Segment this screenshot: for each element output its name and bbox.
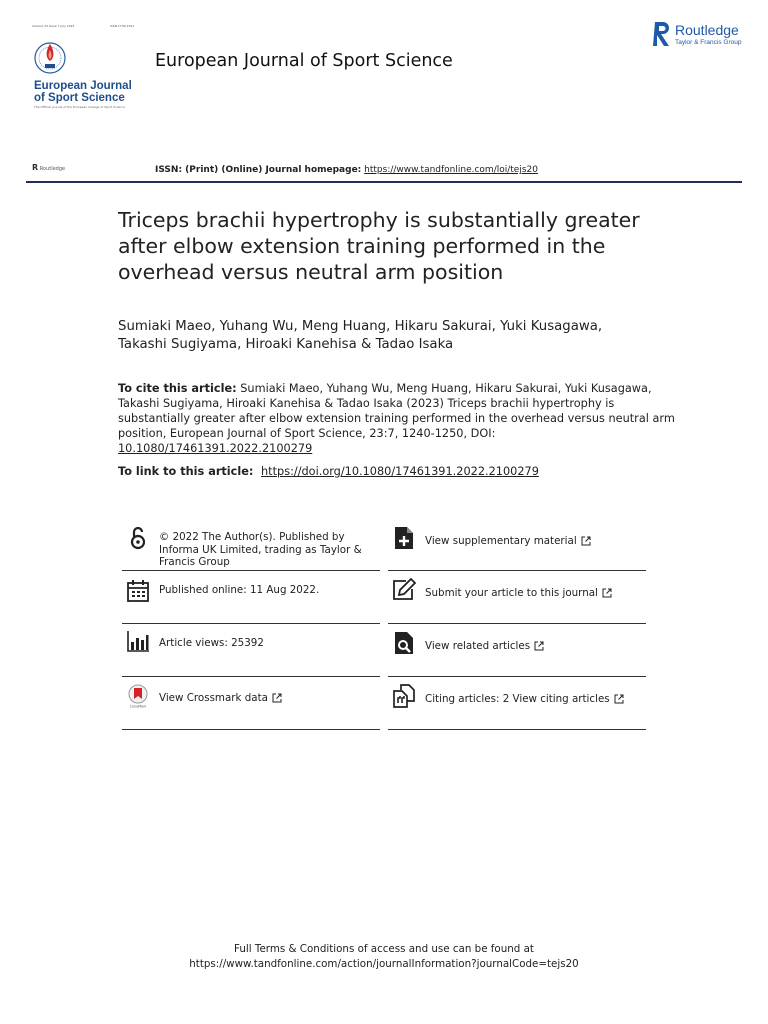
logo-volume-text: Volume 23 Issue 7 July 2023 [32, 24, 75, 28]
external-link-icon [614, 694, 624, 704]
small-publisher-logo: R Routledge [32, 163, 66, 172]
footer-line1: Full Terms & Conditions of access and use can be found at [234, 943, 534, 955]
logo-journal-name: European Journal of Sport Science [34, 80, 132, 104]
published-date: Published online: 11 Aug 2022. [159, 584, 320, 596]
crossmark-link[interactable]: View Crossmark data [159, 692, 282, 705]
article-doi-link[interactable]: https://doi.org/10.1080/17461391.2022.2100279 [261, 465, 539, 478]
journal-homepage-link[interactable]: https://www.tandfonline.com/loi/tejs20 [364, 165, 538, 175]
footer-terms-link[interactable]: https://www.tandfonline.com/action/journalInformation?journalCode=tejs20 [189, 958, 579, 970]
citation-block [118, 381, 678, 456]
submit-cell[interactable] [388, 570, 646, 624]
svg-text:CrossMark: CrossMark [129, 704, 147, 708]
crossmark-cell[interactable] [122, 676, 380, 730]
publisher-logo [652, 20, 748, 50]
external-link-icon [534, 641, 544, 651]
published-cell [122, 570, 380, 624]
citing-articles-link[interactable]: Citing articles: 2 View citing articles [425, 693, 624, 706]
logo-subtitle: The Official Journal of the European College of Sport Science [34, 105, 125, 109]
article-views: Article views: 25392 [159, 637, 264, 649]
routledge-r-icon [652, 20, 672, 48]
open-access-text: © 2022 The Author(s). Published by Informa UK Limited, trading as Taylor & Francis Group [159, 531, 362, 568]
journal-title: European Journal of Sport Science [155, 51, 453, 71]
crossmark-icon [126, 684, 150, 708]
related-articles-link[interactable]: View related articles [425, 640, 544, 653]
article-link-line [118, 464, 539, 479]
cite-doi-link[interactable]: 10.1080/17461391.2022.2100279 [118, 442, 313, 455]
supplementary-link[interactable]: View supplementary material [425, 535, 591, 548]
link-label: To link to this article: [118, 465, 254, 478]
footer-terms [0, 942, 768, 972]
edit-icon [392, 578, 416, 602]
supplementary-cell[interactable] [388, 520, 646, 571]
search-document-icon [392, 631, 416, 655]
publisher-subtitle: Taylor & Francis Group [675, 39, 742, 46]
article-views-cell [122, 623, 380, 677]
article-authors: Sumiaki Maeo, Yuhang Wu, Meng Huang, Hikaru Sakurai, Yuki Kusagawa, Takashi Sugiyama, Hiroaki Kanehisa & Tadao Isaka [118, 319, 603, 352]
header-divider [26, 181, 742, 183]
bar-chart-icon [126, 629, 150, 653]
related-articles-cell[interactable] [388, 623, 646, 677]
logo-issn-text: ISSN 1746-1391 [110, 24, 135, 28]
journal-logo [30, 24, 140, 114]
external-link-icon [581, 536, 591, 546]
article-title: Triceps brachii hypertrophy is substantially greater after elbow extension training performed in the overhead versus neutral arm position [118, 208, 640, 284]
issn-label: ISSN: (Print) (Online) Journal homepage: [155, 165, 362, 175]
cite-text: Sumiaki Maeo, Yuhang Wu, Meng Huang, Hikaru Sakurai, Yuki Kusagawa, Takashi Sugiyama, Hiroaki Kanehisa & Tadao Isaka (2023) Triceps brachii hypertrophy is substantially greater after elbow extension training performed in the overhead versus neutral arm position, European Journal of Sport Science, 23:7, 1240-1250, DOI: [118, 382, 675, 440]
calendar-icon [126, 579, 150, 603]
citing-articles-cell[interactable] [388, 676, 646, 730]
citing-articles-icon [392, 684, 416, 708]
submit-article-link[interactable]: Submit your article to this journal [425, 587, 612, 600]
external-link-icon [602, 588, 612, 598]
supplementary-file-icon [392, 526, 416, 550]
external-link-icon [272, 693, 282, 703]
cite-label: To cite this article: [118, 382, 237, 395]
issn-line [155, 165, 538, 175]
publisher-name: Routledge [675, 22, 739, 38]
open-access-cell [122, 520, 380, 571]
open-access-icon [126, 526, 150, 550]
small-r-icon: R [32, 163, 39, 172]
ecss-emblem-icon [32, 36, 68, 76]
